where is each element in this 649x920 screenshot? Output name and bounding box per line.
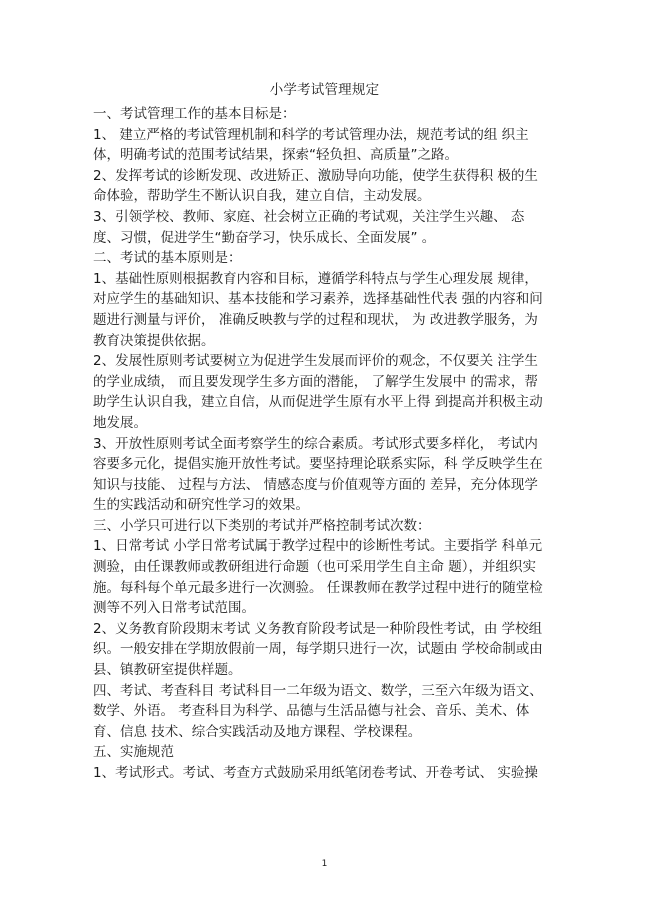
text-line: 地发展。: [93, 414, 147, 431]
document-body: [93, 104, 551, 784]
text-line: 的学业成绩， 而且要发现学生多方面的潜能， 了解学生发展中 的需求，帮: [93, 373, 538, 390]
paragraph-section-5-heading: [93, 742, 551, 763]
text-line: 三、小学只可进行以下类别的考试并严格控制考试次数：: [93, 517, 431, 534]
text-line: 五、实施规范: [93, 744, 174, 761]
text-line: 数学、外语。 考查科目为科学、品德与生活品德与社会、音乐、美术、体: [93, 703, 530, 720]
text-line: 教育决策提供依据。: [93, 332, 215, 349]
text-line: 对应学生的基础知识、基本技能和学习素养，选择基础性代表 强的内容和问: [93, 291, 543, 308]
paragraph-principle-1: [93, 269, 551, 351]
text-line: 二、考试的基本原则是：: [93, 250, 242, 267]
paragraph-goal-2: [93, 166, 551, 207]
page-title: 小学考试管理规定: [269, 82, 380, 98]
text-line: 度、习惯，促进学生“勤奋学习，快乐成长、全面发展” 。: [93, 229, 436, 246]
page-number: 1: [321, 859, 328, 869]
paragraph-final-exam: [93, 619, 551, 681]
text-line: 施。每科每个单元最多进行一次测验。 任课教师在教学过程中进行的随堂检: [93, 579, 543, 596]
text-line: 四、考试、考查科目 考试科目一二年级为语文、数学，三至六年级为语文、: [93, 682, 543, 699]
paragraph-daily-exam: [93, 536, 551, 618]
text-line: 3、引领学校、教师、家庭、社会树立正确的考试观，关注学生兴趣、 态: [93, 208, 525, 225]
paragraph-goal-1: [93, 125, 551, 166]
text-line: 2、发挥考试的诊断发现、改进矫正、激励导向功能，使学生获得积 极的生: [93, 167, 538, 184]
text-line: 测验，由任课教师或教研组进行命题（也可采用学生自主命 题），并组织实: [93, 559, 537, 576]
paragraph-principle-3: [93, 434, 551, 516]
text-line: 一、考试管理工作的基本目标是：: [93, 106, 296, 122]
text-line: 生的实践活动和研究性学习的效果。: [93, 497, 309, 514]
text-line: 测等不列入日常考试范围。: [93, 600, 255, 617]
text-line: 县、镇教研室提供样题。: [93, 662, 242, 679]
paragraph-section-3-heading: [93, 516, 551, 537]
text-line: 1、 建立严格的考试管理机制和科学的考试管理办法，规范考试的组 织主: [93, 126, 529, 143]
paragraph-section-2-heading: [93, 248, 551, 269]
text-line: 1、基础性原则根据教育内容和目标，遵循学科特点与学生心理发展 规律，: [93, 270, 538, 287]
text-line: 容要多元化，提倡实施开放性考试。要坚持理论联系实际，科 学反映学生在: [93, 456, 543, 473]
text-line: 1、日常考试 小学日常考试属于教学过程中的诊断性考试。主要指学 科单元: [93, 538, 543, 555]
text-line: 题进行测量与评价， 准确反映教与学的过程和现状， 为 改进教学服务，为: [93, 311, 538, 328]
text-line: 1、考试形式。考试、考查方式鼓励采用纸笔闭卷考试、开卷考试、 实验操: [93, 765, 538, 781]
paragraph-exam-format: [93, 763, 551, 784]
text-line: 2、义务教育阶段期末考试 义务教育阶段考试是一种阶段性考试，由 学校组: [93, 620, 543, 637]
text-line: 育、信息 技术、综合实践活动及地方课程、学校课程。: [93, 723, 422, 740]
paragraph-principle-2: [93, 351, 551, 433]
text-line: 3、开放性原则考试全面考察学生的综合素质。考试形式要多样化， 考试内: [93, 435, 538, 452]
text-line: 助学生认识自我，建立自信，从而促进学生原有水平上得 到提高并积极主动: [93, 394, 543, 411]
paragraph-section-4-subjects: [93, 681, 551, 743]
text-line: 知识与技能、 过程与方法、 情感态度与价值观等方面的 差异，充分体现学: [93, 476, 538, 493]
paragraph-goal-3: [93, 207, 551, 248]
text-line: 织。一般安排在学期放假前一周，每学期只进行一次，试题由 学校命制或由: [93, 641, 543, 658]
text-line: 2、发展性原则考试要树立为促进学生发展而评价的观念，不仅要关 注学生: [93, 353, 538, 370]
paragraph-section-1-heading: [93, 104, 551, 125]
text-line: 体，明确考试的范围考试结果，探索“轻负担、高质量”之路。: [93, 147, 458, 164]
text-line: 命体验，帮助学生不断认识自我，建立自信，主动发展。: [93, 188, 431, 205]
